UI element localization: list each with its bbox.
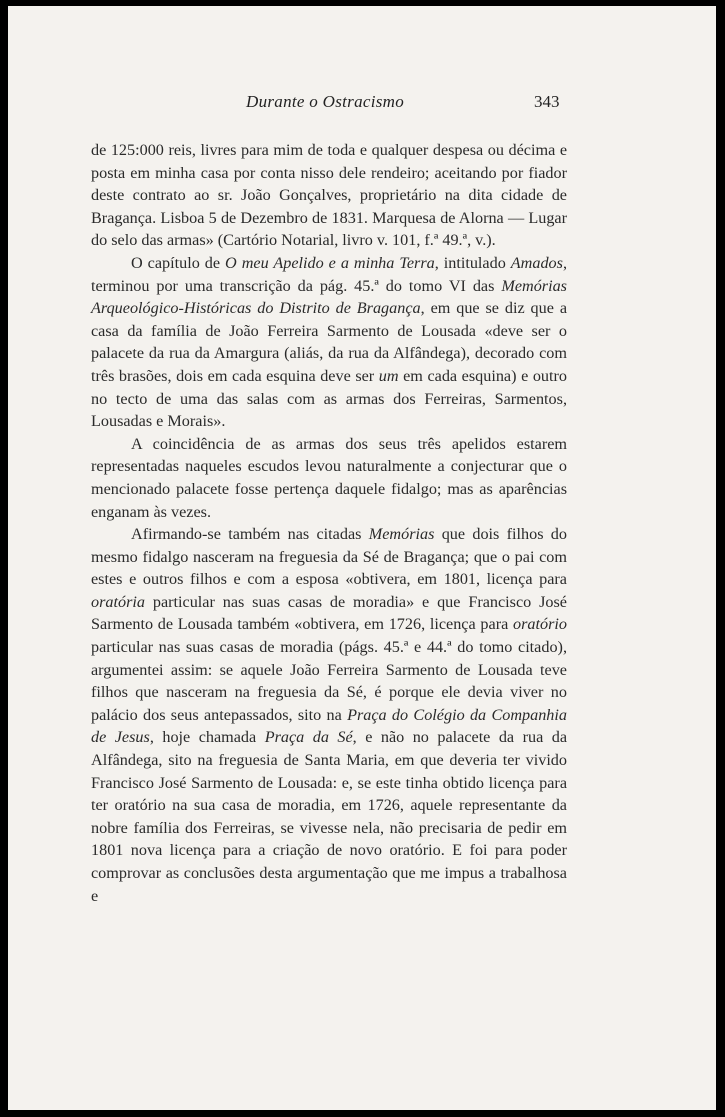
paragraph — [91, 252, 567, 433]
text-run: , intitulado — [434, 253, 511, 272]
italic-text-run: Memórias — [368, 525, 435, 544]
page-header — [8, 92, 716, 122]
text-run: , terminou por uma transcrição da pág. 45.ª do tomo VI das — [91, 253, 567, 295]
italic-text-run: Amados — [510, 253, 563, 272]
text-run: A coincidência de as armas dos seus três apelidos estarem representadas naqueles escudos levou naturalmente a conjecturar que o mencionado palacete fosse pertença daquele fidalgo; mas as aparências enganam às vezes. — [91, 434, 567, 521]
book-page — [8, 6, 716, 1110]
text-run: , e não no palacete da rua da Alfândega, sito na freguesia de Santa Maria, em que deveria ter vivido Francisco José Sarmento de Lousada: e, se este tinha obtido licença para ter oratório na sua casa de moradia, em 1726, aquele representante da nobre família dos Ferreiras, se vivesse nela, não precisaria de pedir em 1801 nova licença para a criação de novo oratório. E foi para poder comprovar as conclusões desta argumentação que me impus a trabalhosa e — [91, 728, 568, 905]
body-text — [91, 139, 567, 907]
text-run: em cada esquina) e outro no tecto de uma das salas com as armas dos Ferreiras, Sarmentos, Lousadas e Morais». — [91, 366, 567, 431]
italic-text-run: oratória — [91, 592, 145, 611]
italic-text-run: oratório — [513, 615, 567, 634]
text-run: particular nas suas casas de moradia» e que Francisco José Sarmento de Lousada também «obtivera, em 1726, licença para — [91, 592, 567, 634]
text-run: O capítulo de — [131, 253, 226, 272]
text-run: , em que se diz que a casa da família de João Ferreira Sarmento de Lousada «deve ser o palacete da rua da Amargura (aliás, da rua da Alfândega), decorado com três brasões, dois em cada esquina deve ser — [91, 299, 567, 385]
italic-text-run: Praça da Sé — [264, 728, 353, 747]
italic-text-run: um — [378, 366, 399, 385]
italic-text-run: Memórias Arqueológico-Históricas do Distrito de Bragança — [91, 276, 567, 318]
paragraph — [91, 433, 567, 523]
text-run: , hoje chamada — [149, 728, 265, 747]
text-run: particular nas suas casas de moradia (págs. 45.ª e 44.ª do tomo citado), argumentei assim: se aquele João Ferreira Sarmento de Lousada teve filhos que nasceram na freguesia da Sé, é porque ele devia viver no palácio dos seus antepassados, sito na — [91, 638, 567, 724]
paragraph — [91, 139, 567, 252]
text-run: Afirmando-se também nas citadas — [131, 525, 369, 544]
paragraph — [91, 523, 567, 907]
running-title: Durante o Ostracismo — [246, 92, 405, 111]
text-run: que dois filhos do mesmo fidalgo nasceram na freguesia da Sé de Bragança; que o pai com estes e outros filhos e com a esposa «obtivera, em 1801, licença para — [91, 525, 567, 589]
italic-text-run: Praça do Colégio da Companhia de Jesus — [91, 705, 567, 747]
text-run: de 125:000 reis, livres para mim de toda e qualquer despesa ou décima e posta em minha casa por conta nisso dele rendeiro; aceitando por fiador deste contrato ao sr. João Gonçalves, proprietário na dita cidade de Bragança. Lisboa 5 de Dezembro de 1831. Marquesa de Alorna — Lugar do selo das armas» (Cartório Notarial, livro v. 101, f.ª 49.ª, v.). — [91, 141, 567, 250]
page-number: 343 — [534, 92, 560, 111]
italic-text-run: O meu Apelido e a minha Terra — [225, 253, 435, 272]
